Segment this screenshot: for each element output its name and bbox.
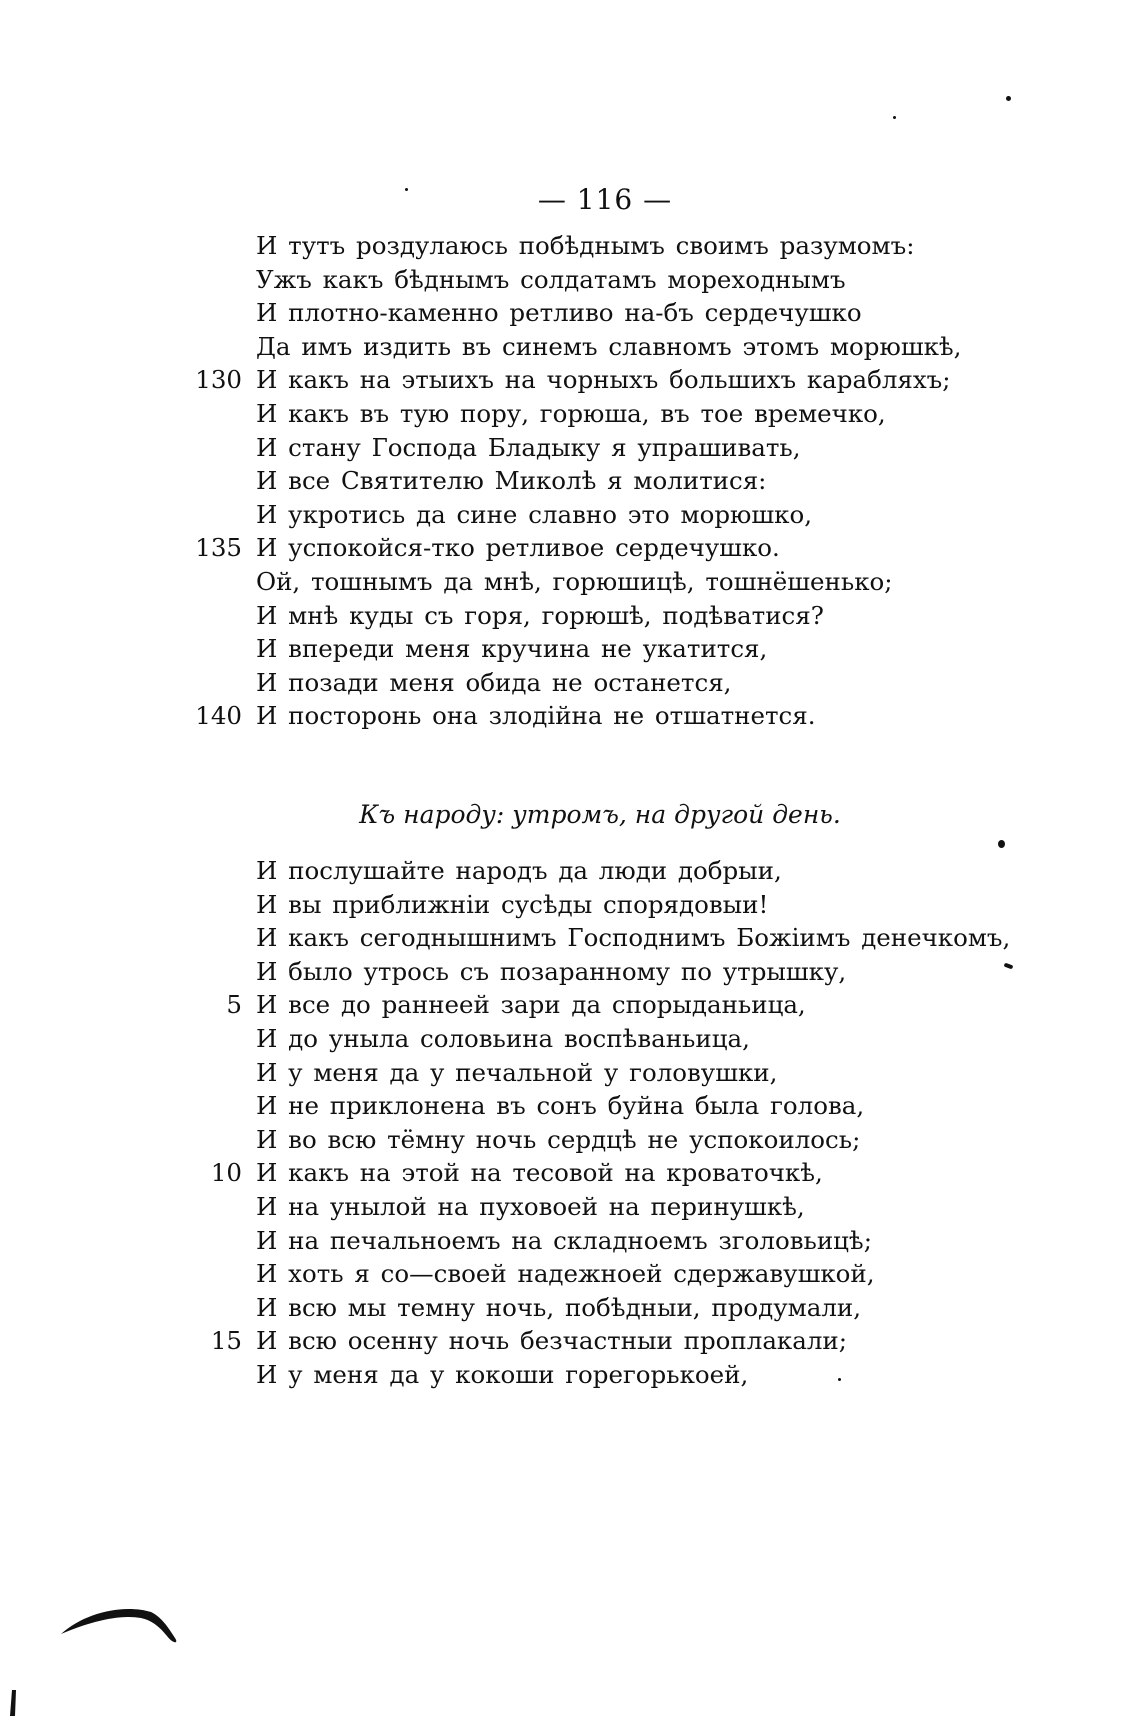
- verse-line: [0, 229, 1140, 263]
- verse-line: [0, 1156, 1140, 1190]
- verse-line: [0, 888, 1140, 922]
- verse-text: И мнѣ куды съ горя, горюшѣ, подѣватися?: [256, 600, 824, 630]
- verse-text: И хоть я со—своей надежноей сдержавушкой,: [256, 1259, 875, 1289]
- scan-speck: [998, 840, 1005, 848]
- verse-text: Да имъ издить въ синемъ славномъ этомъ морюшкѣ,: [256, 331, 962, 361]
- verse-text: И успокойся-тко ретливое сердечушко.: [256, 533, 780, 563]
- verse-text: И у меня да у кокоши горегорькоей,: [256, 1359, 749, 1389]
- line-number: 15: [210, 1326, 242, 1356]
- verse-text: И посторонь она злодійна не отшатнется.: [256, 701, 816, 731]
- verse-text: И плотно-каменно ретливо на-бъ сердечушко: [256, 298, 862, 328]
- verse-text: И было утрось съ позаранному по утрышку,: [256, 956, 847, 986]
- verse-text: И на печальноемъ на складноемъ зголовьицѣ;: [256, 1225, 872, 1255]
- verse-text: И тутъ роздулаюсь побѣднымъ своимъ разумомъ:: [256, 231, 915, 260]
- verse-text: И стану Господа Бладыку я упрашивать,: [256, 432, 801, 462]
- verse-text: И вы приближніи сусѣды спорядовыи!: [256, 889, 769, 919]
- verse-line: [0, 599, 1140, 633]
- section-heading: Къ народу: утромъ, на другой день.: [359, 800, 841, 829]
- verse-text: Ой, тошнымъ да мнѣ, горюшицѣ, тошнёшенько;: [256, 566, 893, 596]
- verse-line: [0, 1291, 1140, 1325]
- verse-line: [0, 666, 1140, 700]
- verse-text: И всю осенну ночь безчастныи проплакали;: [256, 1326, 847, 1356]
- verse-line: [0, 632, 1140, 666]
- verse-text: И послушайте народъ да люди добрыи,: [256, 856, 782, 885]
- verse-line: [0, 1056, 1140, 1090]
- line-number: 10: [210, 1158, 242, 1188]
- verse-text: И какъ въ тую пору, горюша, въ тое времечко,: [256, 398, 886, 428]
- verse-line: [0, 363, 1140, 397]
- verse-line: [0, 464, 1140, 498]
- verse-text: И во всю тёмну ночь сердцѣ не успокоилось;: [256, 1124, 861, 1154]
- verse-text: И позади меня обида не останется,: [256, 667, 732, 697]
- verse-line: [0, 699, 1140, 733]
- verse-text: И все до раннеей зари да спорыданьица,: [256, 990, 806, 1020]
- verse-line: [0, 296, 1140, 330]
- scan-speck: [838, 1378, 841, 1381]
- verse-line: [0, 1123, 1140, 1157]
- verse-line: [0, 531, 1140, 565]
- verse-text: И всю мы темну ночь, побѣдныи, продумали,: [256, 1292, 861, 1322]
- verse-text: И не приклонена въ сонъ буйна была голова,: [256, 1091, 865, 1121]
- verse-line: [0, 1089, 1140, 1123]
- verse-line: [0, 921, 1140, 955]
- verse-text: И до унылa соловьина воспѣваньица,: [256, 1023, 750, 1053]
- verse-text: И все Святителю Миколѣ я молитися:: [256, 466, 767, 496]
- line-number: 140: [195, 701, 242, 731]
- scan-smudge-icon: [55, 1598, 185, 1668]
- verse-line: [0, 955, 1140, 989]
- verse-text: И какъ сегоднышнимъ Господнимъ Божіимъ денечкомъ,: [256, 923, 1011, 953]
- verse-text: Ужъ какъ бѣднымъ солдатамъ мореходнымъ: [256, 264, 846, 294]
- verse-line: [0, 565, 1140, 599]
- verse-line: [0, 330, 1140, 364]
- scan-speck: [893, 116, 896, 119]
- verse-line: [0, 263, 1140, 297]
- verse-line: [0, 431, 1140, 465]
- verse-line: [0, 1022, 1140, 1056]
- verse-line: [0, 498, 1140, 532]
- verse-text: И какъ на этой на тесовой на кроваточкѣ,: [256, 1158, 823, 1188]
- verse-line: [0, 1224, 1140, 1258]
- verse-line: [0, 988, 1140, 1022]
- verse-line: [0, 397, 1140, 431]
- verse-text: И укротись да сине славно это морюшко,: [256, 499, 813, 529]
- scan-speck: [1006, 96, 1011, 101]
- stanza-1: [0, 229, 1140, 733]
- stanza-2: [0, 854, 1140, 1392]
- verse-line: [0, 1257, 1140, 1291]
- verse-text: И на унылой на пуховоей на перинушкѣ,: [256, 1191, 805, 1221]
- verse-line: [0, 1324, 1140, 1358]
- line-number: 5: [226, 990, 242, 1020]
- verse-line: [0, 1190, 1140, 1224]
- verse-text: И какъ на этыихъ на чорныхъ большихъ карабляхъ;: [256, 365, 951, 395]
- scan-smudge-icon: [6, 1688, 22, 1718]
- scan-speck: [405, 188, 408, 191]
- verse-text: И у меня да у печальной у головушки,: [256, 1057, 778, 1087]
- line-number: 135: [195, 533, 242, 563]
- verse-line: [0, 1358, 1140, 1392]
- line-number: 130: [195, 365, 242, 395]
- page-number: — 116 —: [537, 183, 673, 216]
- verse-line: [0, 854, 1140, 888]
- verse-text: И впереди меня кручина не укатится,: [256, 634, 768, 664]
